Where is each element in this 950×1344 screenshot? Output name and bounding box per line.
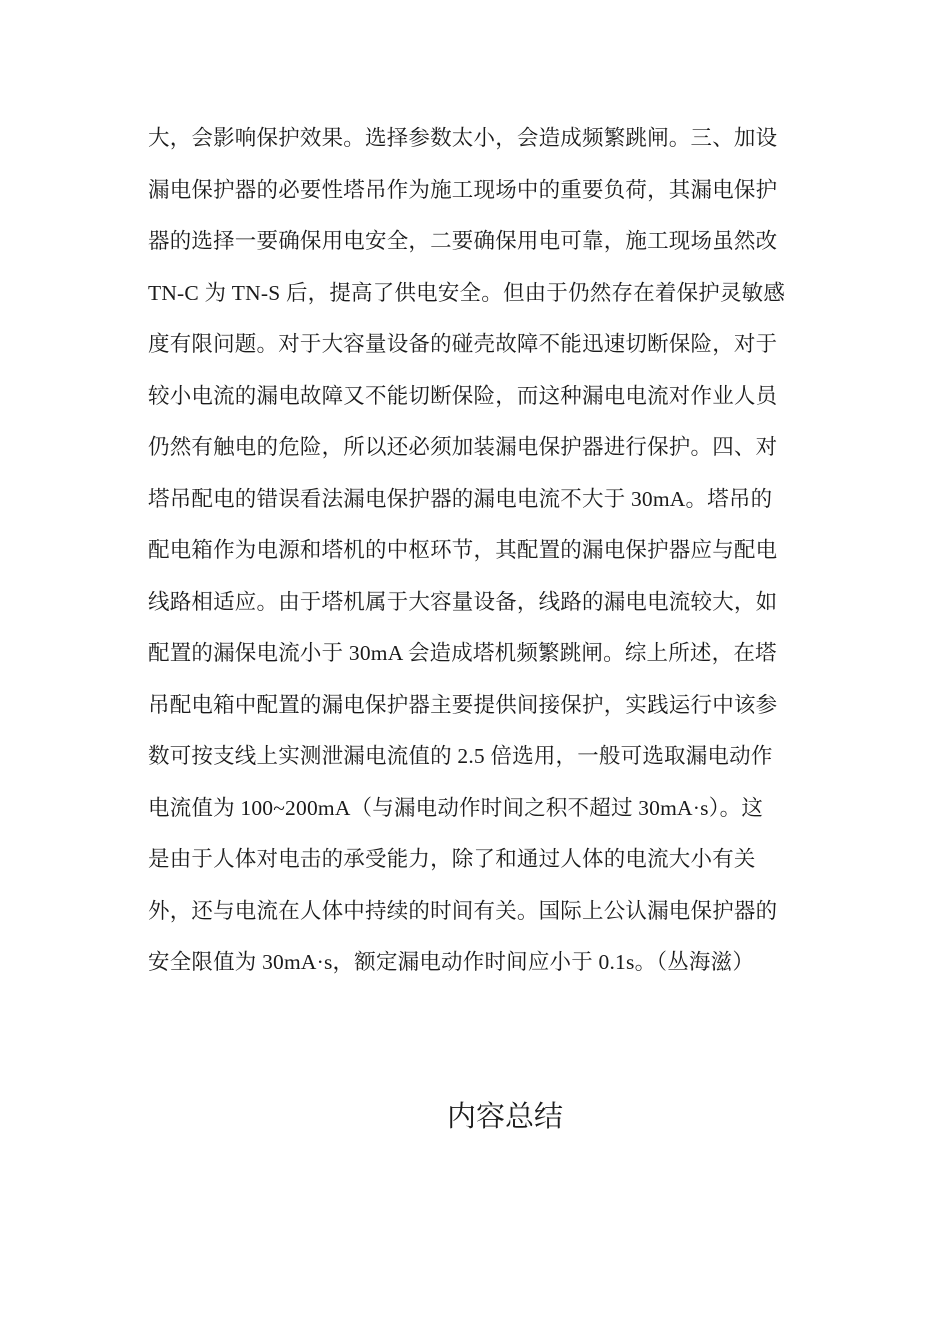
section-title: 内容总结 [446, 1101, 563, 1133]
text-line-10: 线路相适应。由于塔机属于大容量设备，线路的漏电电流较大，如 [148, 589, 778, 614]
text-line-13: 数可按支线上实测泄漏电流值的 2.5 倍选用，一般可选取漏电动作 [148, 744, 773, 768]
text-line-4: TN-C 为 TN-S 后，提高了供电安全。但由于仍然存在着保护灵敏感 [148, 280, 786, 305]
body-paragraph [148, 116, 808, 992]
text-line-7: 仍然有触电的危险，所以还必须加装漏电保护器进行保护。四、对 [148, 435, 778, 459]
text-line-16: 外，还与电流在人体中持续的时间有关。国际上公认漏电保护器的 [148, 898, 778, 923]
text-line-6: 较小电流的漏电故障又不能切断保险，而这种漏电电流对作业人员 [148, 383, 778, 408]
text-line-3: 器的选择一要确保用电安全，二要确保用电可靠，施工现场虽然改 [148, 229, 778, 253]
text-line-12: 吊配电箱中配置的漏电保护器主要提供间接保护，实践运行中该参 [148, 692, 778, 717]
text-line-5: 度有限问题。对于大容量设备的碰壳故障不能迅速切断保险，对于 [148, 332, 778, 356]
text-line-11: 配置的漏保电流小于 30mA 会造成塔机频繁跳闸。综上所述，在塔 [148, 641, 777, 665]
text-line-8: 塔吊配电的错误看法漏电保护器的漏电电流不大于 30mA。塔吊的 [148, 486, 773, 511]
text-line-2: 漏电保护器的必要性塔吊作为施工现场中的重要负荷，其漏电保护 [148, 177, 778, 202]
text-line-17: 安全限值为 30mA·s，额定漏电动作时间应小于 0.1s。（丛海滋） [148, 950, 755, 974]
text-line-14: 电流值为 100~200mA（与漏电动作时间之积不超过 30mA·s）。这 [148, 795, 764, 820]
text-line-1: 大，会影响保护效果。选择参数太小，会造成频繁跳闸。三、加设 [148, 126, 778, 150]
text-line-15: 是由于人体对电击的承受能力，除了和通过人体的电流大小有关 [148, 847, 756, 871]
text-line-9: 配电箱作为电源和塔机的中枢环节，其配置的漏电保护器应与配电 [148, 538, 778, 562]
